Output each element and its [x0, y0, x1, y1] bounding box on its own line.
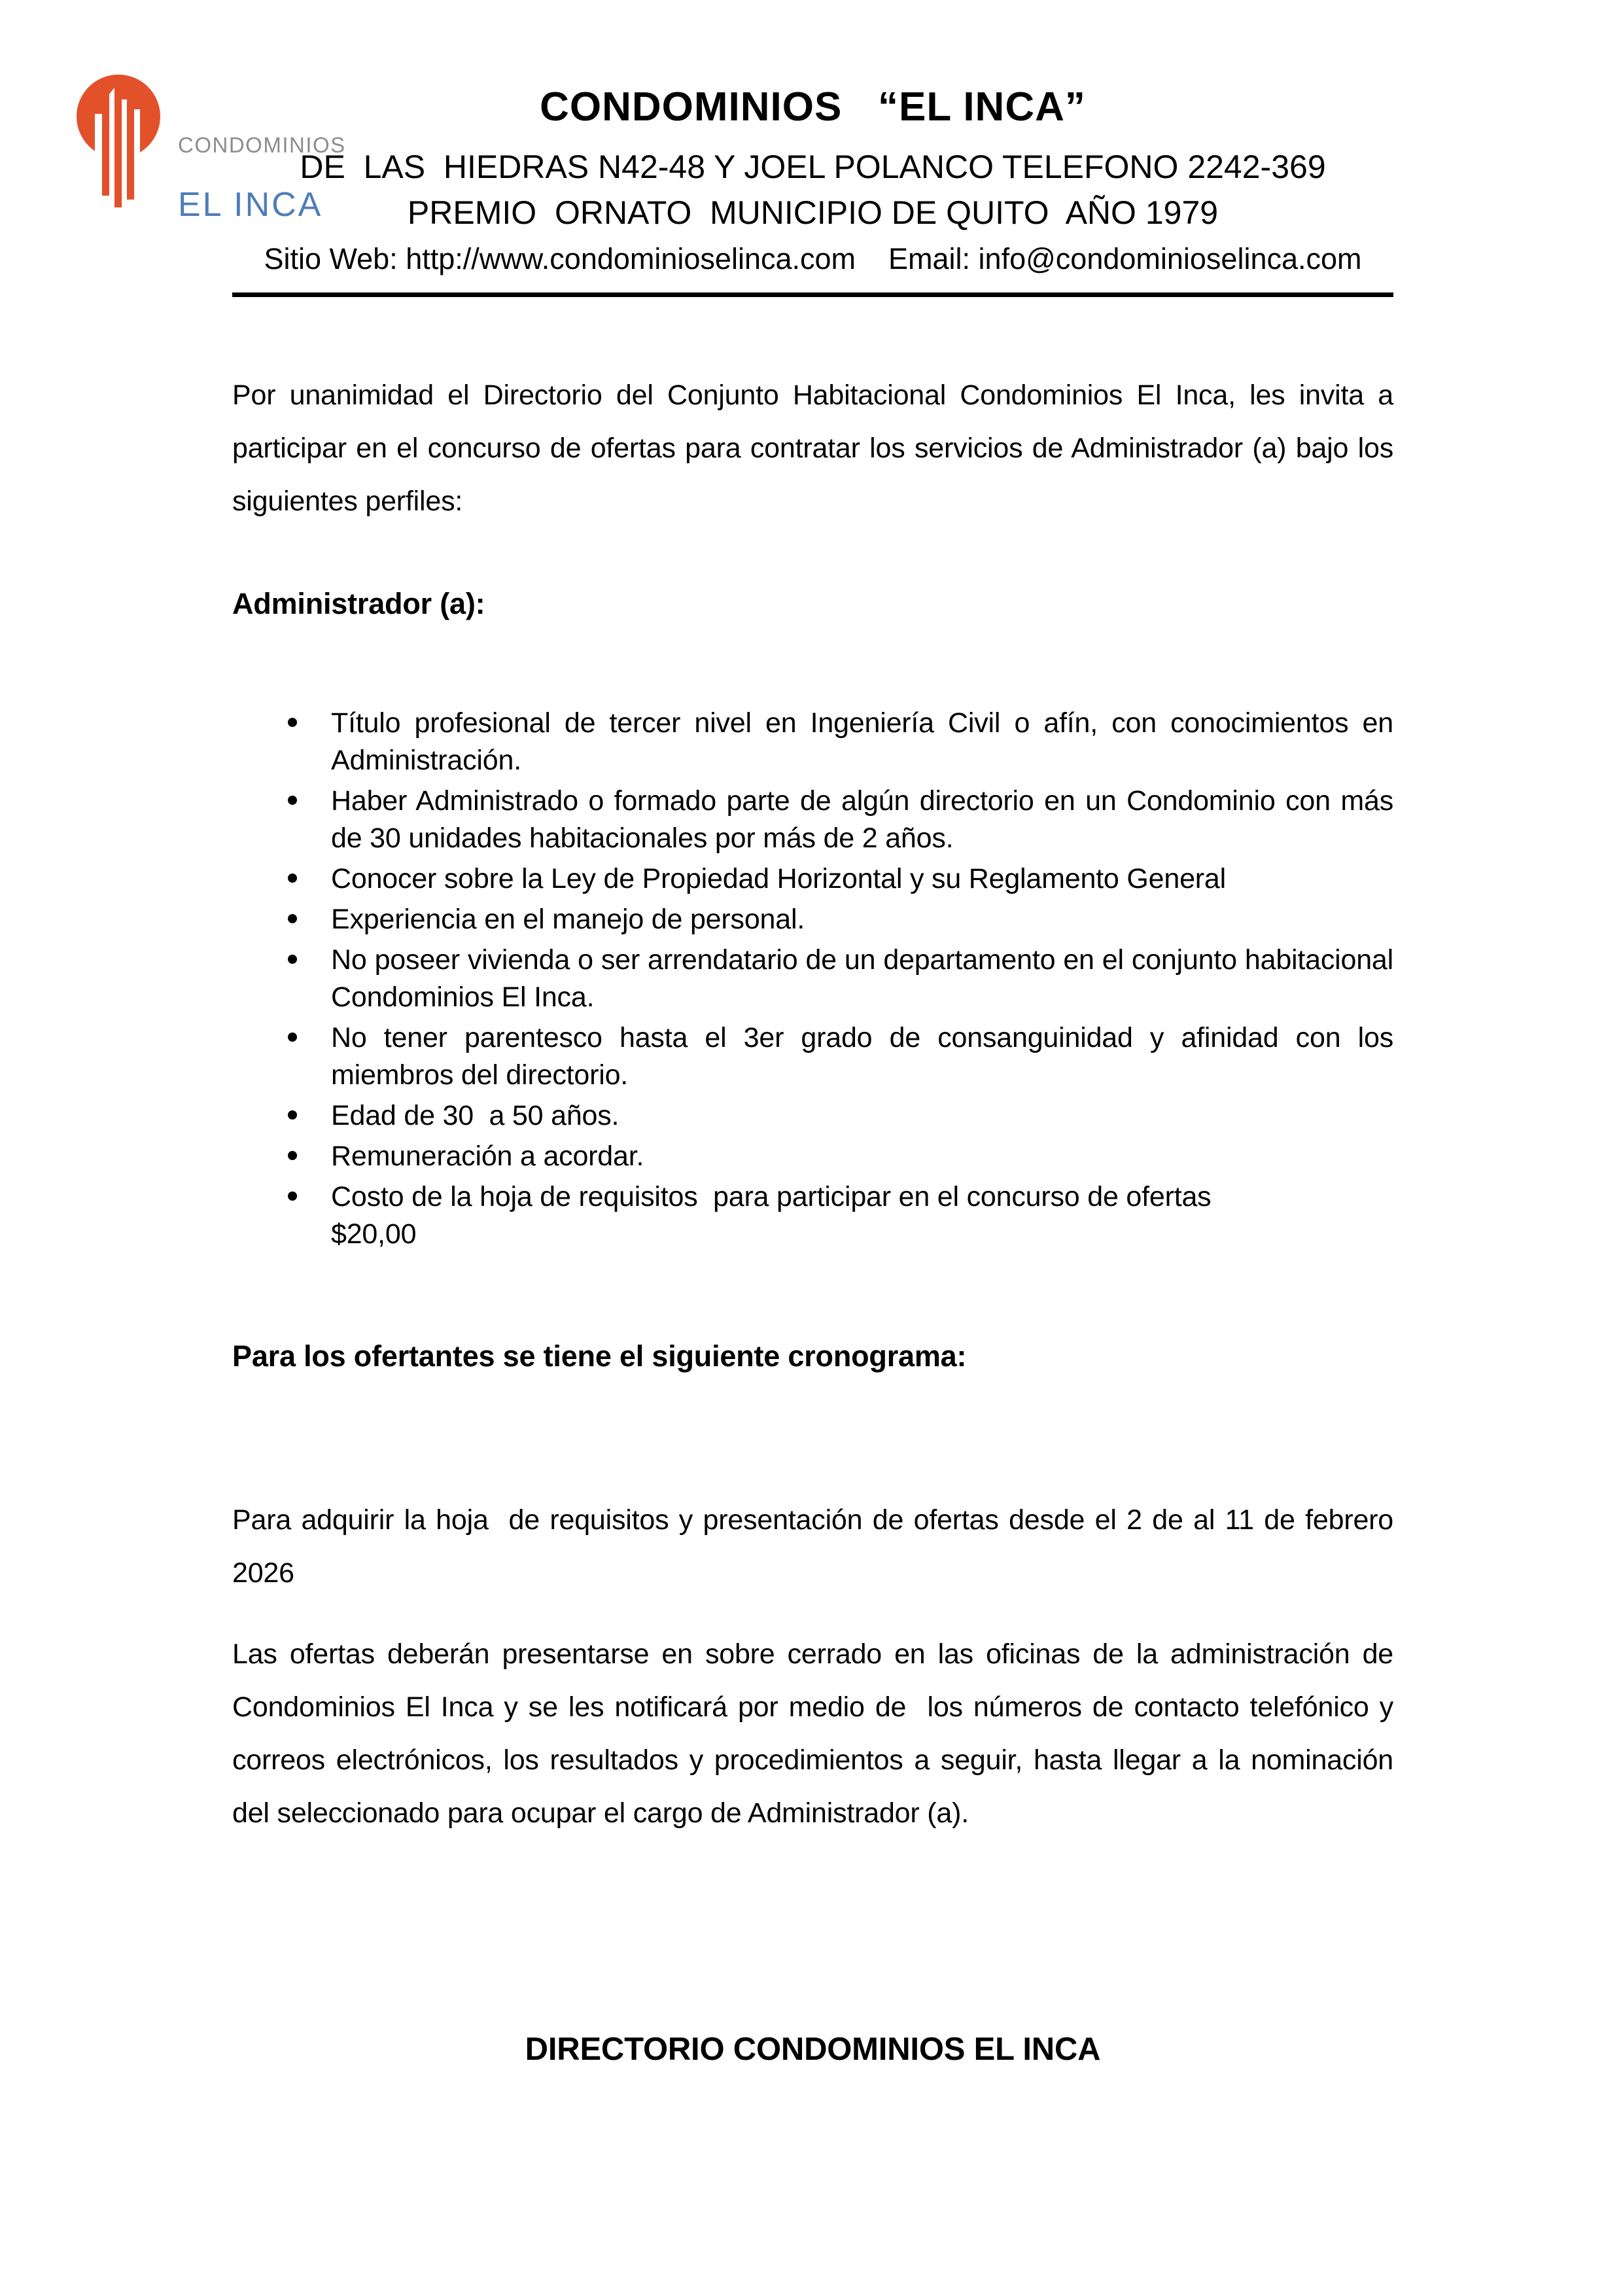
- footer-signature: DIRECTORIO CONDOMINIOS EL INCA: [525, 2032, 1101, 2068]
- requirement-text: Remuneración a acordar.: [331, 1140, 644, 1173]
- requirement-text: Costo de la hoja de requisitos para participar en el concurso de ofertas: [331, 1181, 1212, 1213]
- requirement-item: [331, 783, 1401, 857]
- requirement-item: [331, 860, 1393, 898]
- schedule-heading: Para los ofertantes se tiene el siguiente cronograma:: [232, 1339, 967, 1373]
- requirement-item: [331, 1178, 1393, 1253]
- requirement-text: Edad de 30 a 50 años.: [331, 1100, 620, 1132]
- document-body: [232, 369, 1409, 2069]
- document-title: CONDOMINIOS “EL INCA”: [540, 84, 1086, 130]
- requirement-text: Título profesional de tercer nivel en Ingeniería Civil o afín, con conocimientos en Administración.: [331, 707, 1400, 777]
- requirement-item: [331, 705, 1400, 779]
- letterhead: [232, 0, 1393, 297]
- header-divider: [232, 292, 1393, 297]
- logo-text-condominios: CONDOMINIOS: [178, 133, 346, 157]
- award-line: PREMIO ORNATO MUNICIPIO DE QUITO AÑO 1979: [407, 194, 1219, 232]
- address-line: DE LAS HIEDRAS N42-48 Y JOEL POLANCO TELEFONO 2242-369: [300, 149, 1326, 186]
- role-heading: Administrador (a):: [232, 587, 485, 621]
- company-logo: [75, 73, 167, 214]
- requirement-item: [331, 1019, 1401, 1094]
- requirement-text: Haber Administrado o formado parte de algún directorio en un Condominio con más de 30 unidades habitacionales por más de 2 años.: [331, 785, 1401, 855]
- logo-wordmark: [178, 110, 346, 249]
- buildings-circle-icon: [75, 73, 167, 211]
- schedule-paragraph: Para adquirir la hoja de requisitos y presentación de ofertas desde el 2 de al 11 de febrero 2026: [232, 1504, 1401, 1589]
- requirement-item: [331, 1097, 1393, 1135]
- requirement-item: [331, 942, 1401, 1016]
- website-email-line: Sitio Web: http://www.condominioselinca.com Email: info@condominioselinca.com: [264, 242, 1362, 276]
- requirement-item: [331, 901, 1393, 938]
- requirement-text: Experiencia en el manejo de personal.: [331, 904, 805, 936]
- submission-paragraph: Las ofertas deberán presentarse en sobre cerrado en las oficinas de la administración de Condominios El Inca y se les notificará por medio de los números de contacto telefónico y correos electrónicos, los resultados y procedimientos a seguir, hasta llegar a la nominación del seleccionado para ocupar el cargo de Administrador (a).: [232, 1638, 1409, 1829]
- requirement-price: $20,00: [331, 1218, 417, 1250]
- logo-text-el-inca: EL INCA: [178, 186, 323, 224]
- requirement-text: Conocer sobre la Ley de Propiedad Horizontal y su Reglamento General: [331, 863, 1226, 895]
- requirements-list: [232, 705, 1401, 1253]
- requirement-item: [331, 1138, 1393, 1175]
- intro-paragraph: Por unanimidad el Directorio del Conjunto Habitacional Condominios El Inca, les invita a participar en el concurso de ofertas para contratar los servicios de Administrador (a) bajo los siguientes perfiles:: [232, 380, 1401, 518]
- requirement-text: No poseer vivienda o ser arrendatario de un departamento en el conjunto habitacional Condominios El Inca.: [331, 944, 1401, 1014]
- requirement-text: No tener parentesco hasta el 3er grado de consanguinidad y afinidad con los miembros del directorio.: [331, 1022, 1401, 1091]
